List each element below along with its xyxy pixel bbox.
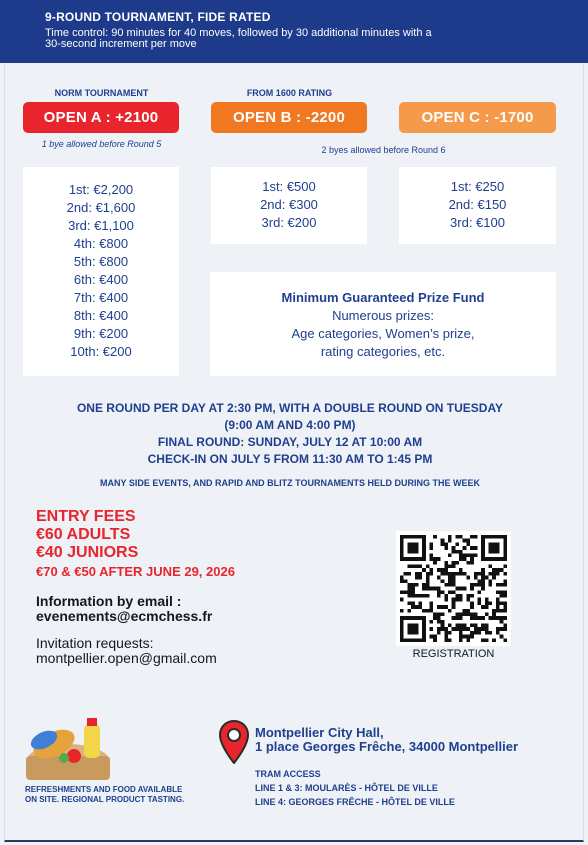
header-subtitle-line1: Time control: 90 minutes for 40 moves, followed by 30 additional minutes with a <box>45 27 432 39</box>
prize-line: 2nd: €1,600 <box>66 200 136 215</box>
prize-line: 2nd: €150 <box>448 197 507 212</box>
open-c-badge: OPEN C : -1700 <box>399 102 556 133</box>
open-a-note: 1 bye allowed before Round 5 <box>41 139 162 149</box>
open-a-badge: OPEN A : +2100 <box>23 102 179 133</box>
schedule-block <box>0 400 580 468</box>
tram-line: LINE 1 & 3: MOULARÈS - HÔTEL DE VILLE <box>255 783 438 793</box>
tram-title: TRAM ACCESS <box>255 769 321 779</box>
info-email[interactable]: evenements@ecmchess.fr <box>36 608 213 624</box>
prize-line: 6th: €400 <box>73 272 129 287</box>
open-a-prize-card <box>23 167 179 376</box>
prize-line: 4th: €800 <box>73 236 129 251</box>
entry-fee-adults: €60 ADULTS <box>36 526 131 543</box>
header-banner <box>0 0 588 63</box>
prize-line: 1st: €2,200 <box>68 182 134 197</box>
venue-address: 1 place Georges Frêche, 34000 Montpellier <box>255 739 519 754</box>
schedule-line: (9:00 AM AND 4:00 PM) <box>224 418 356 432</box>
prize-line: 3rd: €200 <box>261 215 317 230</box>
prize-line: 9th: €200 <box>73 326 129 341</box>
prize-line: 1st: €500 <box>262 179 316 194</box>
food-basket-icon <box>24 716 112 782</box>
open-b-badge: OPEN B : -2200 <box>211 102 367 133</box>
invitation-label: Invitation requests: <box>36 635 154 651</box>
food-note-line: ON SITE. REGIONAL PRODUCT TASTING. <box>25 795 185 804</box>
entry-fee-juniors: €40 JUNIORS <box>36 544 139 561</box>
prize-line: 2nd: €300 <box>260 197 318 212</box>
open-b-prize-card <box>211 167 367 244</box>
prize-line: 10th: €200 <box>70 344 132 359</box>
venue-name: Montpellier City Hall, <box>255 725 384 740</box>
prize-fund-line: Numerous prizes: <box>332 308 434 323</box>
qr-code-icon[interactable] <box>396 531 511 646</box>
tram-line: LINE 4: GEORGES FRÊCHE - HÔTEL DE VILLE <box>255 797 455 807</box>
food-note-line: REFRESHMENTS AND FOOD AVAILABLE <box>25 785 183 794</box>
entry-fees-title: ENTRY FEES <box>36 508 136 525</box>
open-bc-byes-note: 2 byes allowed before Round 6 <box>321 145 446 155</box>
prize-fund-card <box>210 272 556 376</box>
header-title: 9-ROUND TOURNAMENT, FIDE RATED <box>45 10 271 24</box>
tram-access <box>255 767 455 809</box>
prize-fund-line: Age categories, Women’s prize, <box>291 326 475 341</box>
prize-line: 3rd: €1,100 <box>68 218 134 233</box>
prize-line: 1st: €250 <box>450 179 505 194</box>
side-events-note: MANY SIDE EVENTS, AND RAPID AND BLITZ TOURNAMENTS HELD DURING THE WEEK <box>99 478 480 488</box>
prize-line: 5th: €800 <box>73 254 129 269</box>
open-b-caption: FROM 1600 RATING <box>246 88 333 98</box>
prize-fund-title: Minimum Guaranteed Prize Fund <box>281 290 485 305</box>
qr-code-graphic <box>400 535 507 642</box>
open-a-caption: NORM TOURNAMENT <box>54 88 149 98</box>
invitation-email[interactable]: montpellier.open@gmail.com <box>36 650 217 666</box>
entry-fee-late: €70 & €50 AFTER JUNE 29, 2026 <box>36 564 235 579</box>
prize-line: 3rd: €100 <box>450 215 505 230</box>
schedule-line: ONE ROUND PER DAY AT 2:30 PM, WITH A DOUBLE ROUND ON TUESDAY <box>76 401 504 415</box>
schedule-line: CHECK-IN ON JULY 5 FROM 11:30 AM TO 1:45 PM <box>147 452 433 466</box>
header-subtitle-line2: 30-second increment per move <box>45 38 197 50</box>
info-label: Information by email : <box>36 593 182 609</box>
prize-line: 7th: €400 <box>73 290 129 305</box>
prize-fund-line: rating categories, etc. <box>320 344 446 359</box>
prize-line: 8th: €400 <box>73 308 129 323</box>
qr-label: REGISTRATION <box>412 648 495 660</box>
food-note <box>25 785 184 805</box>
schedule-line: FINAL ROUND: SUNDAY, JULY 12 AT 10:00 AM <box>157 435 423 449</box>
open-c-prize-card <box>399 167 556 244</box>
map-pin-icon <box>219 720 249 764</box>
